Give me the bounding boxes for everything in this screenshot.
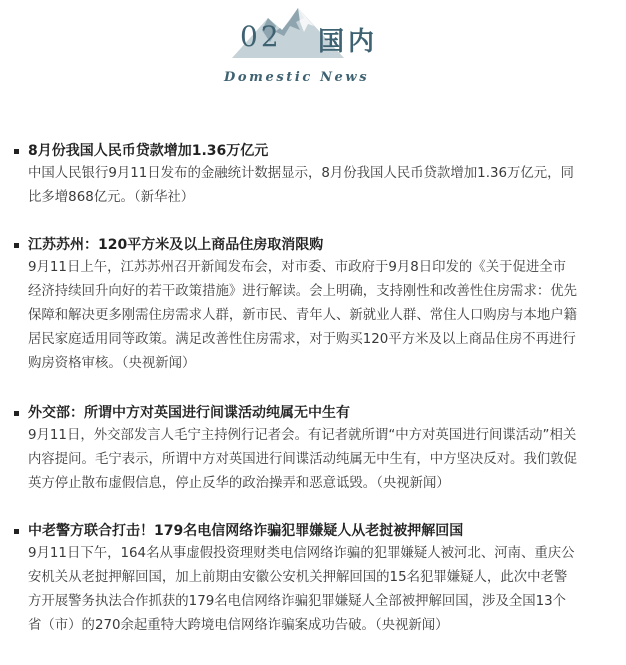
news-body-line: 安机关从老挝押解回国，加上前期由安徽公安机关押解回国的15名犯罪嫌疑人，此次中老警 xyxy=(28,570,568,585)
news-body-line: 省（市）的270余起重特大跨境电信网络诈骗案成功告破。（央视新闻） xyxy=(28,618,449,633)
news-item xyxy=(14,140,614,210)
section-subtitle: Domestic News xyxy=(224,70,370,85)
news-body xyxy=(14,424,614,496)
news-title-text: 江苏苏州：120平方米及以上商品住房取消限购 xyxy=(28,237,324,253)
news-body-line: 内容提问。毛宁表示，所谓中方对英国进行间谍活动纯属无中生有，中方坚决反对。我们敦促 xyxy=(28,452,578,467)
section-title: 国内 xyxy=(318,27,379,57)
news-title-text: 中老警方联合打击！179名电信网络诈骗犯罪嫌疑人从老挝被押解回国 xyxy=(28,523,464,539)
news-body-line: 9月11日，外交部发言人毛宁主持例行记者会。有记者就所谓“中方对英国进行间谍活动”相关 xyxy=(28,428,577,443)
news-body-line: 购房资格审核。（央视新闻） xyxy=(28,356,196,371)
news-body-line: 中国人民银行9月11日发布的金融统计数据显示，8月份我国人民币贷款增加1.36万亿元，同 xyxy=(28,166,574,181)
news-body-line: 比多增868亿元。（新华社） xyxy=(28,190,195,205)
news-title-text: 外交部：所谓中方对英国进行间谍活动纯属无中生有 xyxy=(28,405,350,421)
news-body xyxy=(14,162,614,210)
news-title-text: 8月份我国人民币贷款增加1.36万亿元 xyxy=(28,143,269,159)
news-body xyxy=(14,542,614,638)
bullet-icon xyxy=(14,411,19,416)
news-body-line: 英方停止散布虚假信息，停止反华的政治操弄和恶意诋毁。（央视新闻） xyxy=(28,476,450,491)
news-title xyxy=(14,520,614,542)
section-header xyxy=(0,0,626,100)
news-body-line: 9月11日下午，164名从事虚假投资理财类电信网络诈骗的犯罪嫌疑人被河北、河南、重庆公 xyxy=(28,546,575,561)
bullet-icon xyxy=(14,529,19,534)
news-body-line: 居民家庭适用同等政策。满足改善性住房需求，对于购买120平方米及以上商品住房不再进行 xyxy=(28,332,576,347)
news-body xyxy=(14,256,614,376)
bullet-icon xyxy=(14,149,19,154)
news-title xyxy=(14,402,614,424)
news-item xyxy=(14,402,614,496)
news-body-line: 经济持续回升向好的若干政策措施》进行解读。会上明确，支持刚性和改善性住房需求：优先 xyxy=(28,284,578,299)
news-title xyxy=(14,140,614,162)
news-title xyxy=(14,234,614,256)
news-item xyxy=(14,234,614,376)
bullet-icon xyxy=(14,243,19,248)
news-item xyxy=(14,520,614,638)
news-body-line: 保障和解决更多刚需住房需求人群，新市民、青年人、新就业人群、常住人口购房与本地户籍 xyxy=(28,308,578,323)
news-body-line: 方开展警务执法合作抓获的179名电信网络诈骗犯罪嫌疑人全部被押解回国，涉及全国13个 xyxy=(28,594,567,609)
news-body-line: 9月11日上午，江苏苏州召开新闻发布会，对市委、市政府于9月8日印发的《关于促进全市 xyxy=(28,260,567,275)
section-number: 02 xyxy=(240,20,282,53)
